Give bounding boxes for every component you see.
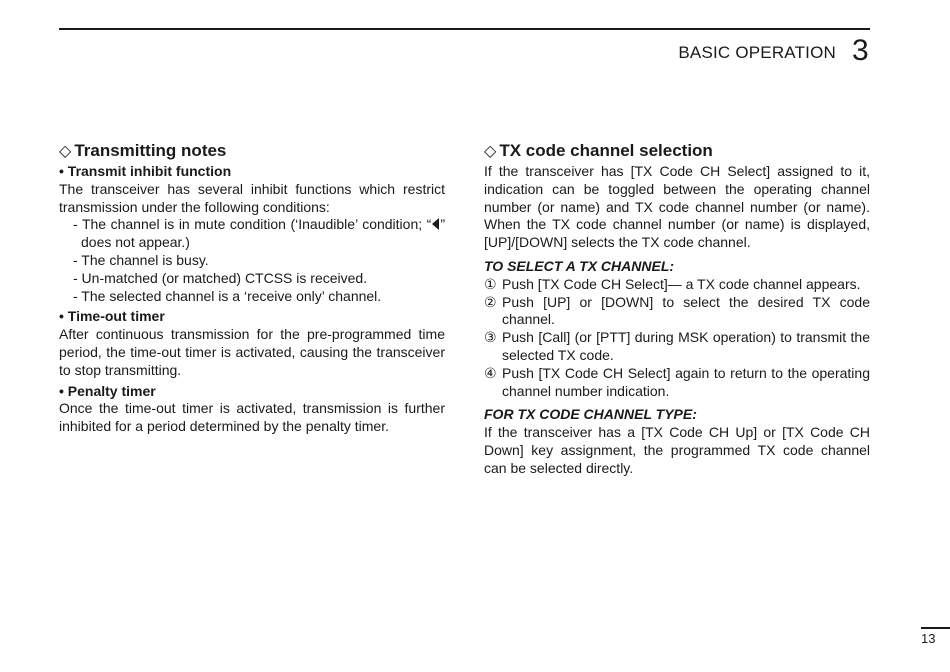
step-text: Push [TX Code CH Select] again to return to the operating channel number indication. bbox=[502, 364, 870, 399]
step-4 bbox=[484, 365, 870, 401]
step-text: Push [UP] or [DOWN] to select the desired TX code channel. bbox=[502, 293, 870, 328]
section-title-text: Transmitting notes bbox=[74, 141, 227, 160]
inhibit-condition-2: - The channel is busy. bbox=[73, 251, 209, 268]
speaker-icon bbox=[432, 218, 439, 230]
step-number: ① bbox=[484, 275, 497, 292]
top-rule bbox=[59, 28, 870, 30]
tx-code-channel-type-body: If the transceiver has a [TX Code CH Up] or [TX Code CH Down] key assignment, the programmed TX code channel can be selected directly. bbox=[484, 424, 870, 476]
step-3 bbox=[484, 329, 870, 365]
subhead-select-tx-channel: TO SELECT A TX CHANNEL: bbox=[484, 257, 675, 274]
inhibit-condition-1 bbox=[59, 216, 445, 252]
right-column bbox=[484, 140, 870, 478]
step-number: ④ bbox=[484, 364, 497, 381]
inhibit-condition-1-end: ” does not appear.) bbox=[81, 216, 445, 251]
step-number: ② bbox=[484, 293, 497, 310]
inhibit-intro: The transceiver has several inhibit functions which restrict transmission under the following conditions: bbox=[59, 180, 445, 215]
section-title-transmitting-notes bbox=[59, 140, 445, 163]
step-2 bbox=[484, 294, 870, 330]
inhibit-condition-4: - The selected channel is a ‘receive only’ channel. bbox=[73, 287, 382, 304]
step-text: Push [Call] (or [PTT] during MSK operation) to transmit the selected TX code. bbox=[502, 329, 870, 363]
penalty-timer-body: Once the time-out timer is activated, transmission is further inhibited for a period determined by the penalty timer. bbox=[59, 400, 445, 435]
step-number: ③ bbox=[484, 329, 497, 346]
subhead-transmit-inhibit: • Transmit inhibit function bbox=[59, 163, 232, 179]
subhead-tx-code-channel-type: FOR TX CODE CHANNEL TYPE: bbox=[484, 406, 697, 423]
section-title-tx-code bbox=[484, 140, 870, 163]
step-text: Push [TX Code CH Select]— a TX code channel appears. bbox=[502, 275, 861, 292]
left-column bbox=[59, 140, 445, 436]
section-title-text: TX code channel selection bbox=[499, 141, 713, 160]
diamond-icon: ◇ bbox=[59, 143, 72, 160]
step-1 bbox=[484, 276, 870, 294]
subhead-penalty-timer: • Penalty timer bbox=[59, 382, 156, 399]
inhibit-condition-3: - Un-matched (or matched) CTCSS is received. bbox=[73, 269, 368, 286]
subhead-time-out-timer: • Time-out timer bbox=[59, 308, 165, 325]
page-number: 13 bbox=[921, 631, 936, 646]
inhibit-condition-1-start: - The channel is in mute condition (‘Inaudible’ condition; “ bbox=[73, 216, 432, 233]
time-out-timer-body: After continuous transmission for the pre-programmed time period, the time-out timer is activated, causing the transceiver to stop transmitting. bbox=[59, 326, 445, 378]
tx-code-intro: If the transceiver has [TX Code CH Select] assigned to it, indication can be toggled between the operating channel number (or name) and TX code channel number (or name). When the TX code channel number (or name) is displayed, [UP]/[DOWN] selects the TX code channel. bbox=[484, 163, 870, 251]
chapter-title: BASIC OPERATION bbox=[678, 43, 836, 62]
chapter-number: 3 bbox=[852, 34, 869, 67]
diamond-icon: ◇ bbox=[484, 143, 497, 160]
footer-rule bbox=[921, 627, 950, 629]
